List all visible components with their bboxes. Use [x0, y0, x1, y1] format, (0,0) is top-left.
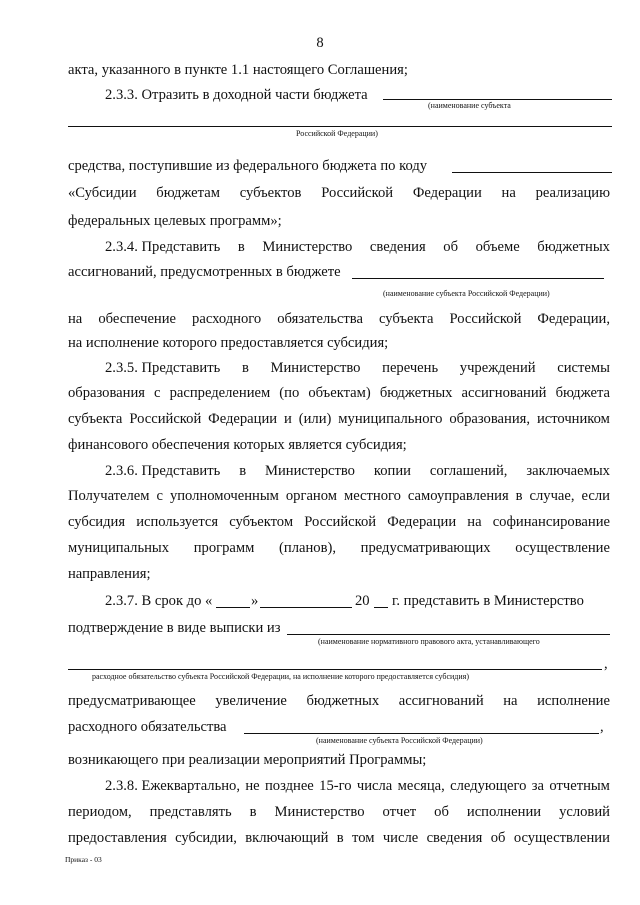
text-line-9: на исполнение которого предоставляется субсидия; — [68, 335, 389, 351]
comma-2: , — [600, 719, 604, 735]
text-line-17: муниципальных программ (планов), предусматривающих осуществление — [68, 540, 610, 556]
blank-line — [452, 172, 612, 173]
text-line-3: средства, поступившие из федерального бюджета по коду — [68, 158, 428, 174]
caption-5: расходное обязательство субъекта Российской Федерации, на исполнение которого предоставляется субсидия) — [92, 672, 469, 681]
caption-3: (наименование субъекта Российской Федерации) — [383, 289, 550, 298]
comma-1: , — [604, 656, 608, 672]
text-line-7: ассигнований, предусмотренных в бюджете — [68, 264, 341, 280]
blank-line — [287, 634, 610, 635]
blank-line — [68, 126, 612, 127]
text-line-22: расходного обязательства — [68, 719, 227, 735]
page-number: 8 — [316, 35, 324, 51]
text-line-16: субсидия используется субъектом Российской Федерации на софинансирование — [68, 514, 610, 530]
blank-line — [374, 607, 388, 608]
caption-2: Российской Федерации) — [296, 129, 378, 138]
blank-line — [383, 99, 612, 100]
text-line-10: 2.3.5. Представить в Министерство перечень учреждений системы — [105, 360, 610, 376]
text-line-8: на обеспечение расходного обязательства субъекта Российской Федерации, — [68, 311, 610, 327]
text-line-19a: 2.3.7. В срок до « — [105, 593, 213, 609]
blank-line — [216, 607, 250, 608]
text-line-15: Получателем с уполномоченным органом местного самоуправления в случае, если — [68, 488, 610, 504]
text-line-6: 2.3.4. Представить в Министерство сведения об объеме бюджетных — [105, 239, 610, 255]
text-line-4: «Субсидии бюджетам субъектов Российской Федерации на реализацию — [68, 185, 610, 201]
footer-label: Приказ - 03 — [65, 855, 102, 864]
text-line-21: предусматривающее увеличение бюджетных ассигнований на исполнение — [68, 693, 610, 709]
text-line-26: предоставления субсидии, включающий в том числе сведения об осуществлении — [68, 830, 610, 846]
text-line-11: образования с распределением (по объектам) бюджетных ассигнований бюджета — [68, 385, 610, 401]
blank-line — [68, 669, 602, 670]
text-line-12: субъекта Российской Федерации и (или) муниципального образования, источником — [68, 411, 610, 427]
text-line-18: направления; — [68, 566, 151, 582]
text-line-1: акта, указанного в пункте 1.1 настоящего Соглашения; — [68, 62, 408, 78]
text-line-13: финансового обеспечения которых является субсидия; — [68, 437, 407, 453]
text-line-19b: » — [251, 593, 259, 609]
text-line-5: федеральных целевых программ»; — [68, 213, 282, 229]
text-line-23: возникающего при реализации мероприятий Программы; — [68, 752, 427, 768]
caption-4: (наименование нормативного правового акта, устанавливающего — [318, 637, 540, 646]
text-line-19d: г. представить в Министерство — [392, 593, 584, 609]
text-line-20: подтверждение в виде выписки из — [68, 620, 281, 636]
caption-6: (наименование субъекта Российской Федерации) — [316, 736, 483, 745]
blank-line — [352, 278, 604, 279]
text-line-24: 2.3.8. Ежеквартально, не позднее 15-го числа месяца, следующего за отчетным — [105, 778, 610, 794]
text-line-14: 2.3.6. Представить в Министерство копии соглашений, заключаемых — [105, 463, 610, 479]
blank-line — [244, 733, 599, 734]
text-line-25: периодом, представлять в Министерство отчет об исполнении условий — [68, 804, 610, 820]
text-line-19c: 20 — [355, 593, 370, 609]
blank-line — [260, 607, 352, 608]
text-line-2: 2.3.3. Отразить в доходной части бюджета — [105, 87, 368, 103]
caption-1: (наименование субъекта — [428, 101, 511, 110]
